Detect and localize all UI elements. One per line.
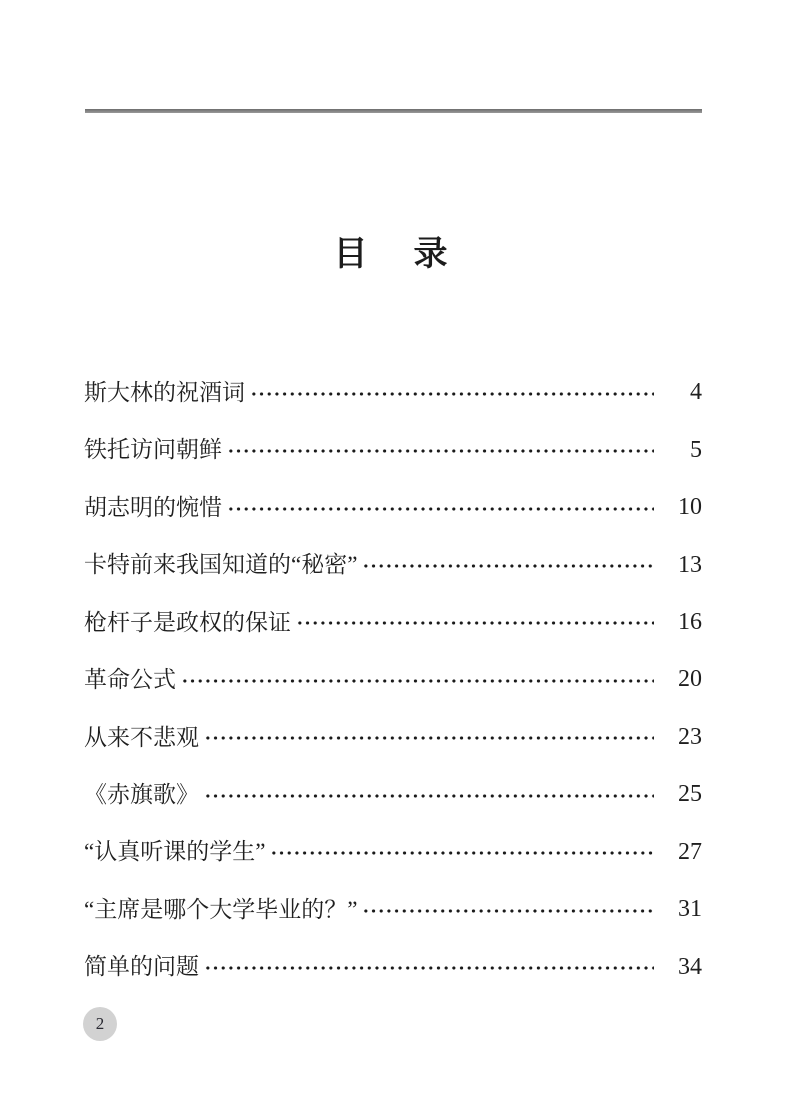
- toc-entry-page-number: 23: [678, 723, 702, 750]
- toc-entry-page-number: 4: [690, 379, 702, 406]
- toc-entry-title: 胡志明的惋惜: [84, 494, 222, 520]
- toc-entry-page-number: 27: [678, 838, 702, 865]
- dot-leader: [204, 734, 654, 742]
- toc-entry-title: “认真听课的学生”: [84, 839, 266, 865]
- dot-leader: [227, 505, 654, 513]
- toc-entry: [84, 479, 702, 536]
- toc-entry: [84, 709, 702, 766]
- toc-entry: [84, 651, 702, 708]
- dot-leader: [296, 619, 654, 627]
- toc-entry-title: 枪杆子是政权的保证: [84, 609, 291, 635]
- toc-list: [84, 364, 702, 996]
- dot-leader: [270, 849, 654, 857]
- toc-entry: [84, 594, 702, 651]
- toc-entry: [84, 536, 702, 593]
- toc-entry-title: 《赤旗歌》: [84, 781, 199, 807]
- toc-entry-title: 简单的问题: [84, 954, 199, 980]
- toc-entry-page-number: 31: [678, 896, 702, 923]
- page-number-badge: [83, 1007, 117, 1041]
- toc-entry-page-number: 16: [678, 608, 702, 635]
- toc-entry-page-number: 13: [678, 551, 702, 578]
- dot-leader: [204, 964, 654, 972]
- page-number-label: 2: [95, 1014, 105, 1033]
- toc-entry: [84, 364, 702, 421]
- dot-leader: [362, 562, 654, 570]
- toc-entry: [84, 766, 702, 823]
- dot-leader: [227, 447, 654, 455]
- dot-leader: [250, 390, 654, 398]
- toc-entry-page-number: 20: [678, 666, 702, 693]
- toc-entry-title: 卡特前来我国知道的“秘密”: [84, 552, 358, 578]
- toc-entry-page-number: 5: [690, 436, 702, 463]
- dot-leader: [181, 677, 654, 685]
- toc-entry-page-number: 25: [678, 781, 702, 808]
- toc-entry: [84, 938, 702, 995]
- toc-entry-title: 铁托访问朝鲜: [84, 437, 222, 463]
- toc-entry-title: “主席是哪个大学毕业的？”: [84, 896, 358, 922]
- toc-entry: [84, 421, 702, 478]
- header-rule: [85, 109, 702, 113]
- dot-leader: [362, 907, 654, 915]
- toc-entry-title: 革命公式: [84, 667, 176, 693]
- toc-entry: [84, 824, 702, 881]
- dot-leader: [204, 792, 654, 800]
- toc-entry-page-number: 34: [678, 953, 702, 980]
- page-title: 目 录: [333, 236, 454, 273]
- toc-entry: [84, 881, 702, 938]
- toc-entry-title: 斯大林的祝酒词: [84, 379, 245, 405]
- toc-entry-page-number: 10: [678, 494, 702, 521]
- toc-entry-title: 从来不悲观: [84, 724, 199, 750]
